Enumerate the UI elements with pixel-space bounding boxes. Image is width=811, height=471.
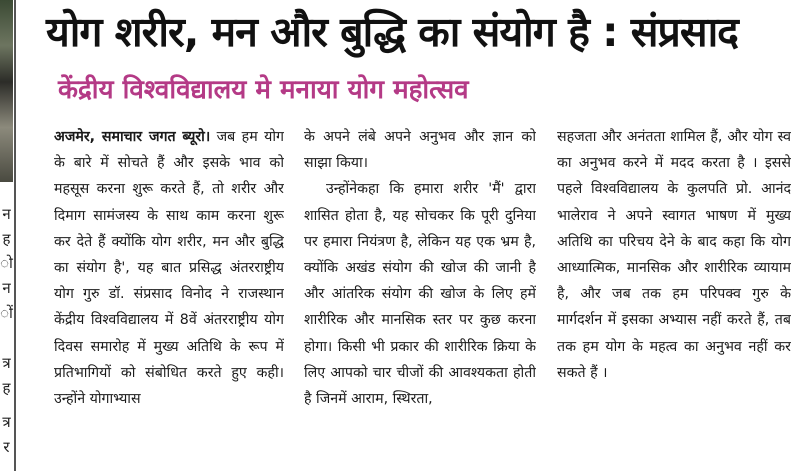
article-column-1	[54, 124, 284, 464]
column-1-text: जब हम योग के बारे में सोचते हैं और इसके भाव को महसूस करना शुरू करते हैं, तो शरीर और दिमाग सामंजस्य के साथ काम करना शुरू कर देते हैं क्योंकि योग शरीर, मन और बुद्धि का संयोग है', यह बात प्रसिद्ध अंतरराष्ट्रीय योग गुरु डॉ. संप्रसाद विनोद ने राजस्थान केंद्रीय विश्वविद्यालय में 8वें अंतरराष्ट्रीय योग दिवस समारोह में मुख्य अतिथि के रूप में प्रतिभागियों को संबोधित करते हुए कही। उन्होंने योगाभ्यास	[54, 129, 284, 408]
side-char: न	[2, 279, 11, 297]
side-char: त्र	[2, 413, 11, 431]
adjacent-article-strip	[0, 0, 36, 471]
side-char: त्र	[2, 354, 11, 372]
column-3-text: सहजता और अनंतता शामिल हैं, और योग स्व का अनुभव करने में मदद करता है । इससे पहले विश्वविद्यालय के कुलपति प्रो. आनंद भालेराव ने अपने स्वागत भाषण में मुख्य अतिथि का परिचय देने के बाद कहा कि योग आध्यात्मिक, मानसिक और शारीरिक व्यायाम है, और जब तक हम परिपक्व गुरु के मार्गदर्शन में इसका अभ्यास नहीं करते हैं, तब तक हम योग के महत्व का अनुभव नहीं कर सकते हैं ।	[557, 129, 791, 381]
side-char: ह	[2, 230, 11, 248]
side-char: ों	[0, 304, 13, 322]
dateline: अजमेर, समाचार जगत ब्यूरो।	[54, 129, 211, 145]
side-char: न	[2, 205, 11, 223]
column-2-paragraph-1: के अपने लंबे अपने अनुभव और ज्ञान को साझा किया।	[304, 129, 536, 172]
article-column-2	[304, 124, 536, 464]
column-2-paragraph-2: उन्होंनेकहा कि हमारा शरीर 'मैं' द्वारा शासित होता है, यह सोचकर कि पूरी दुनिया पर हमारा नियंत्रण है, लेकिन यह एक भ्रम है, क्योंकि अखंड संयोग की खोज की जानी है और आंतरिक संयोग की खोज के लिए हमें शारीरिक और मानसिक स्तर पर कुछ करना होगा। किसी भी प्रकार की शारीरिक क्रिया के लिए आपको चार चीजों की आवश्यकता होती है जिनमें आराम, स्थिरता,	[304, 181, 536, 408]
adjacent-photo-fragment	[0, 0, 13, 182]
subheadline: केंद्रीय विश्वविद्यालय मे मनाया योग महोत्सव	[58, 75, 469, 105]
column-rule	[14, 0, 16, 471]
side-char: ह	[2, 379, 11, 397]
side-char: र	[3, 438, 10, 456]
article-column-3	[557, 124, 791, 464]
side-char: ो	[0, 254, 13, 272]
headline: योग शरीर, मन और बुद्धि का संयोग है : संप्रसाद	[46, 8, 738, 56]
